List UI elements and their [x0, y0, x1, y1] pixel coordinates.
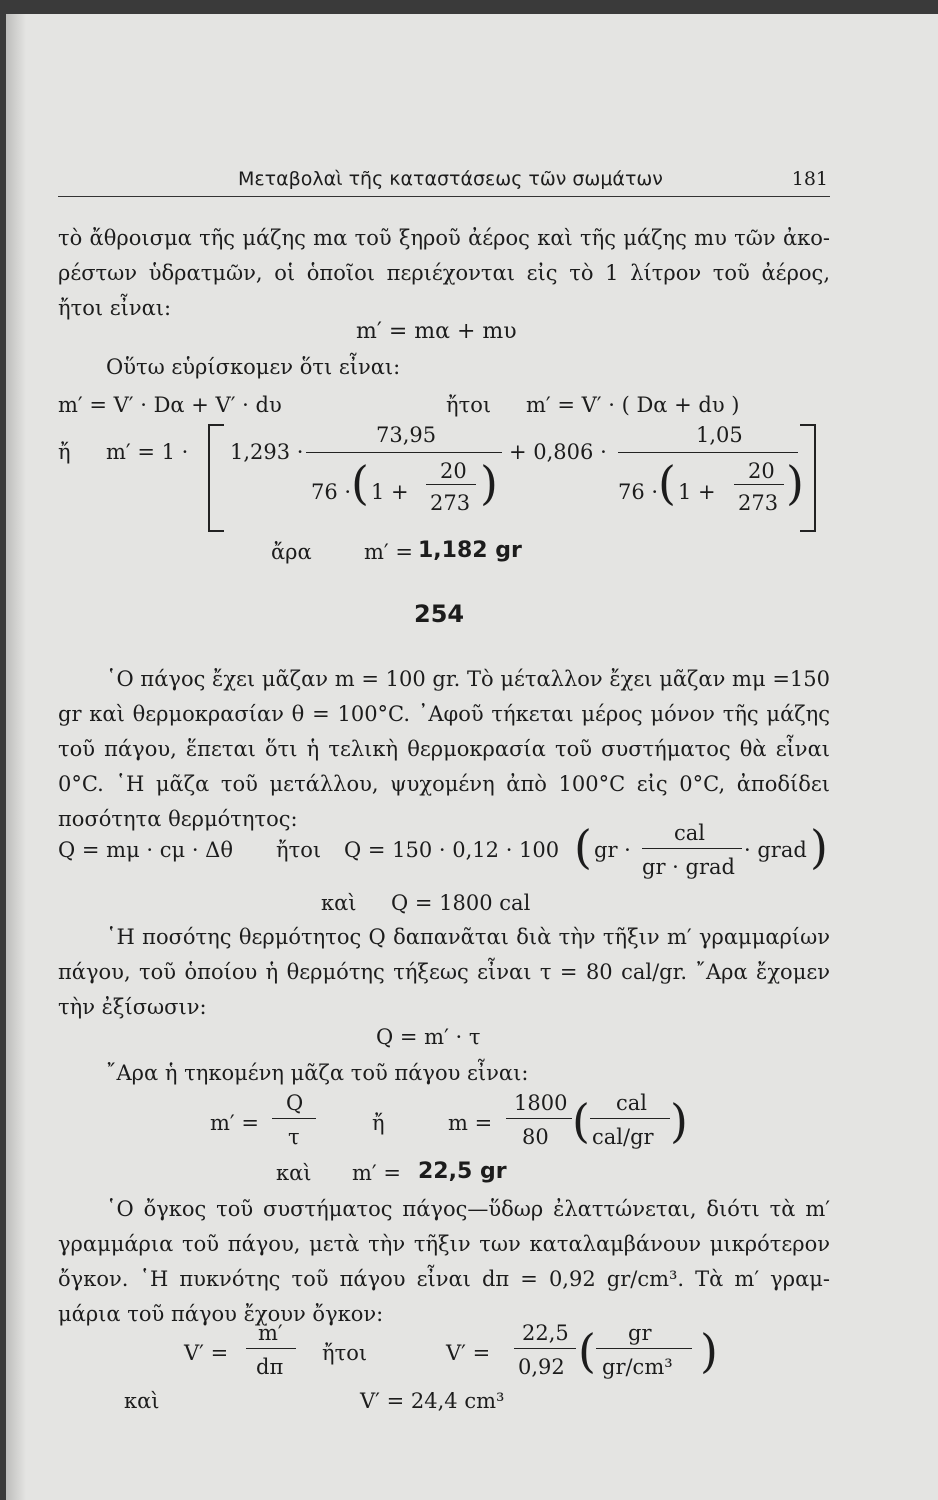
eq3-den1-prefix: 76 · — [311, 480, 352, 504]
equation-mass-volume-left: m′ = V′ · Dα + V′ · dυ — [58, 393, 282, 417]
eq10-n-den: 0,92 — [518, 1355, 565, 1379]
open-paren: ( — [572, 1094, 590, 1148]
eq3-den2-prefix: 76 · — [618, 480, 659, 504]
paragraph-5: ῎Αρα ἡ τηκομένη μᾶζα τοῦ πάγου εἶναι: — [106, 1061, 529, 1085]
eq9-lhs: m′ = — [352, 1161, 401, 1185]
eq5-unit-num: cal — [674, 821, 705, 845]
eq8-u-num: cal — [616, 1091, 647, 1115]
close-paren: ) — [670, 1094, 688, 1148]
eq9-result: 22,5 gr — [418, 1159, 507, 1184]
open-paren: ( — [658, 456, 676, 510]
eq3-numerator-2: 1,05 — [696, 423, 743, 447]
eq3-t-num-1: 20 — [440, 459, 467, 483]
eq10-u-den: gr/cm³ — [602, 1355, 673, 1379]
close-paren: ) — [480, 456, 498, 510]
eq6-word: καὶ — [321, 891, 357, 915]
eq8-f-num: Q — [286, 1091, 304, 1115]
fraction-bar — [734, 484, 784, 485]
eq8-f-den: τ — [288, 1125, 300, 1149]
eq4-word: ἄρα — [271, 540, 312, 564]
close-paren: ) — [810, 820, 828, 874]
eq5-left: Q = mμ · cμ · Δθ — [58, 838, 233, 862]
eq10-f-den: dπ — [256, 1355, 284, 1379]
eq8-u-den: cal/gr — [592, 1125, 654, 1149]
eq5-unit-den: gr · grad — [642, 855, 735, 879]
section-number: 254 — [414, 600, 465, 628]
page-binding-shadow — [6, 14, 26, 1500]
eq11-expr: V′ = 24,4 cm³ — [360, 1389, 505, 1413]
fraction-bar — [246, 1348, 296, 1349]
eq3-lead: m′ = 1 · — [106, 440, 189, 464]
fraction-bar — [596, 1348, 692, 1349]
eq5-conj: ἤτοι — [276, 838, 322, 862]
eq3-numerator-1: 73,95 — [376, 423, 437, 447]
page-number: 181 — [791, 168, 828, 190]
fraction-bar — [272, 1118, 316, 1119]
equation-mass-volume-right: m′ = V′ · ( Dα + dυ ) — [526, 393, 740, 417]
eq10-u-num: gr — [628, 1321, 652, 1345]
fraction-bar — [590, 1118, 670, 1119]
eq11-word: καὶ — [124, 1389, 160, 1413]
open-paren: ( — [351, 456, 369, 510]
open-paren: ( — [574, 820, 592, 874]
eq8-m: m = — [448, 1111, 493, 1135]
paragraph-3: ῾Ο πάγος ἔχει μᾶζαν m = 100 gr. Τὸ μέταλλον ἔχει μᾶζαν mμ =150 gr καὶ θερμοκρασίαν θ = 100°C. ᾿Αφοῦ τήκεται μέρος μόνον τῆς μάζης τοῦ πάγου, ἕπεται ὅτι ἡ τελικὴ θερμοκρασία τοῦ συστήματος θὰ εἶναι 0°C. ῾Η μᾶζα τοῦ μετάλλου, ψυχομένη ἀπὸ 100°C εἰς 0°C, ἀποδίδει ποσότητα θερμότητος: — [58, 667, 830, 831]
paragraph-4: ῾Η ποσότης θερμότητος Q δαπανᾶται διὰ τὴν τῆξιν m′ γραμμαρίων πάγου, τοῦ ὁποίου ἡ θερμότης τήξεως εἶναι τ = 80 cal/gr. ῎Αρα ἔχομεν τὴν ἐξίσωσιν: — [58, 925, 830, 1019]
eq8-lhs: m′ = — [210, 1111, 259, 1135]
paragraph-6: ῾Ο ὄγκος τοῦ συστήματος πάγος—ὕδωρ ἐλαττώνεται, διότι τὰ m′ γραμμάρια τοῦ πάγου, μετὰ τὴν τῆξιν των καταλαμβάνουν μικρότερον ὄγκον. ῾Η πυκνότης τοῦ πάγου εἶναι dπ = 0,92 gr/cm³. Τὰ m′ γραμ-μάρια τοῦ πάγου ἔχουν ὄγκον: — [58, 1197, 830, 1326]
eq8-conj: ἤ — [372, 1111, 385, 1135]
eq10-conj: ἤτοι — [322, 1341, 368, 1365]
eq9-word: καὶ — [276, 1161, 312, 1185]
fraction-bar — [618, 452, 798, 453]
equation-conjunction: ἤτοι — [446, 393, 492, 417]
paragraph-2: Οὕτω εὑρίσκομεν ὅτι εἶναι: — [106, 355, 401, 379]
eq3-lead-word: ἤ — [58, 440, 71, 464]
open-paren: ( — [578, 1324, 596, 1378]
eq10-n-num: 22,5 — [522, 1321, 569, 1345]
eq4-lhs: m′ = — [364, 540, 413, 564]
eq6-expr: Q = 1800 cal — [391, 891, 531, 915]
eq5-grad: · grad — [744, 838, 807, 862]
left-square-bracket — [208, 424, 224, 532]
running-head — [58, 162, 830, 197]
close-paren: ) — [786, 456, 804, 510]
equation-mass-sum: m′ = mα + mυ — [356, 319, 517, 344]
eq3-coefficient-a: 1,293 · — [230, 440, 304, 464]
eq8-n-num: 1800 — [514, 1091, 568, 1115]
fraction-bar — [426, 484, 476, 485]
paragraph-1: τὸ ἄθροισμα τῆς μάζης mα τοῦ ξηροῦ ἀέρος καὶ τῆς μάζης mυ τῶν ἀκο-ρέστων ὑδρατμῶν, οἱ ὁποῖοι περιέχονται εἰς τὸ 1 λίτρον τοῦ ἀέρος, ἤτοι εἶναι: — [58, 226, 830, 320]
eq5-gr: gr · — [594, 838, 631, 862]
eq10-v: V′ = — [446, 1341, 491, 1365]
fraction-bar — [642, 848, 742, 849]
fraction-bar — [506, 1118, 572, 1119]
eq3-t-den-2: 273 — [738, 491, 779, 515]
eq8-n-den: 80 — [522, 1125, 549, 1149]
eq3-one-plus-1: 1 + — [371, 480, 409, 504]
eq10-lhs: V′ = — [184, 1341, 229, 1365]
eq4-result: 1,182 gr — [418, 538, 522, 563]
eq3-plus-term: + 0,806 · — [509, 440, 607, 464]
eq3-t-den-1: 273 — [430, 491, 471, 515]
eq7: Q = m′ · τ — [376, 1025, 481, 1049]
eq3-t-num-2: 20 — [748, 459, 775, 483]
eq10-f-num: m′ — [258, 1321, 283, 1345]
eq3-one-plus-2: 1 + — [678, 480, 716, 504]
fraction-bar — [514, 1348, 576, 1349]
running-title: Μεταβολαὶ τῆς καταστάσεως τῶν σωμάτων — [238, 168, 663, 190]
close-paren: ) — [700, 1324, 718, 1378]
eq5-right: Q = 150 · 0,12 · 100 — [344, 838, 560, 862]
fraction-bar — [306, 452, 502, 453]
book-page — [6, 14, 938, 1500]
